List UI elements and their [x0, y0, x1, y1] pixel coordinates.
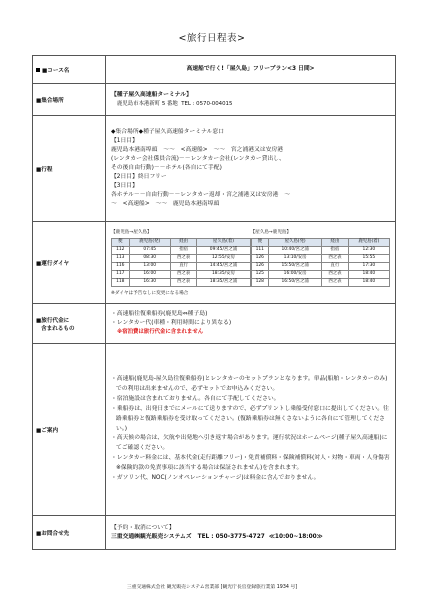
itinerary-table — [32, 55, 396, 550]
page-title: <旅行日程表> — [178, 33, 246, 44]
table-row — [251, 254, 390, 262]
inbound-cell: 125 — [251, 270, 269, 278]
timetable-outbound — [111, 229, 251, 286]
meeting-cell — [106, 84, 396, 116]
contact-line — [111, 533, 390, 542]
outbound-cell: 14:45/宮之浦 — [197, 262, 250, 270]
outbound-cell: 07:45 — [129, 246, 170, 254]
inbound-cell: 直行 — [322, 262, 349, 270]
table-row — [112, 262, 251, 270]
meeting-place-name: 【種子屋久高速船ターミナル】 — [111, 91, 192, 98]
meeting-label: ■集合場所 — [33, 84, 106, 116]
outbound-cell: 指宿 — [170, 246, 197, 254]
guide-item: ・乗船券は、出発日までにメールにて送りますので、必ずプリントし乗船受付窓口に提出してください。往路乗船券と復路乗船券を受け取ってください。(復路乗船券は無くさないように各自にて管理してください。) — [111, 405, 389, 432]
price-note: ※宿泊費は旅行代金に含まれません — [117, 329, 204, 336]
course-label-cell — [33, 56, 106, 84]
inbound-header: 経由 — [322, 238, 349, 246]
course-name: 高速船で行く!「屋久島」フリープラン<3 日間> — [106, 56, 396, 84]
inbound-cell: 12:30 — [348, 246, 389, 254]
course-row — [33, 56, 396, 84]
price-item: ・高速船往復乗船券(鹿児島⇔種子島) — [111, 311, 208, 318]
guide-item: ・宿泊施設は含まれておりません。各自にて手配してください。 — [111, 396, 280, 403]
price-cell — [106, 304, 396, 344]
itinerary-line: その後自由行動)－－ホテル(各自にて手配) — [111, 165, 222, 171]
outbound-cell: 18:35/宮之浦 — [197, 278, 250, 286]
timetable-row — [33, 222, 396, 304]
itinerary-row — [33, 116, 396, 222]
contact-cell — [106, 516, 396, 550]
guide-item: ・ガソリン代、NOC(ノンオペレーションチャージ)は料金に含んでおりません。 — [111, 474, 320, 481]
guide-row — [33, 344, 396, 516]
outbound-cell: 直行 — [170, 262, 197, 270]
inbound-cell: 18:40 — [348, 270, 389, 278]
outbound-header: 屋久島(着) — [197, 238, 250, 246]
guide-item: ・高天候の場合は、欠航や出発地へ引き返す場合があります。運行状況はホームページ(種子屋久高速船)にてご確認ください。 — [111, 435, 388, 452]
table-row — [112, 270, 251, 278]
table-row — [251, 246, 390, 254]
outbound-title: 【鹿児島→屋久島】 — [111, 230, 152, 236]
outbound-cell: 118 — [112, 278, 130, 286]
price-label-cell — [33, 304, 106, 344]
itinerary-cell — [106, 116, 396, 222]
contact-hours: ≪10:00~18:00≫ — [268, 533, 323, 540]
meeting-row — [33, 84, 396, 116]
itinerary-label: ■行程 — [33, 116, 106, 222]
inbound-cell: 17:30 — [348, 262, 389, 270]
outbound-cell: 113 — [112, 254, 130, 262]
inbound-cell: 128 — [251, 278, 269, 286]
inbound-cell: 126 — [251, 254, 269, 262]
itinerary-line: ～ <高速船> ～～ 鹿児島本港南埠頭 — [111, 200, 220, 207]
inbound-header: 便 — [251, 238, 269, 246]
timetable-cell — [106, 222, 396, 304]
price-item: ・レンタカー代(車種・利用時間により異なる) — [111, 320, 232, 327]
guide-item: ・レンタカー料金には、基本代金(走行距離フリー)・免責補償料・保険補償料(対人・対物・車両・人身傷害※保険約款の免責事項に該当する場合は保証されません)を含まれます。 — [111, 455, 390, 471]
inbound-cell: 15:55 — [348, 254, 389, 262]
contact-company: 三重交通㈱観光販売システムズ — [111, 533, 192, 540]
meeting-address: 鹿児島市本港新町 5 番地 — [117, 100, 178, 107]
inbound-cell: 126 — [251, 262, 269, 270]
itinerary-line: ◆集合場所◆種子屋久高速船ターミナル窓口 — [111, 129, 224, 136]
itinerary-line: 【2日目】終日フリー — [111, 173, 167, 180]
outbound-cell: 13:00 — [129, 262, 170, 270]
outbound-cell: 117 — [112, 270, 130, 278]
meeting-address-line — [111, 100, 390, 108]
inbound-cell: 16:50/宮之浦 — [269, 278, 322, 286]
outbound-cell: 西之表 — [170, 270, 197, 278]
inbound-cell: 16:00/安房 — [269, 270, 322, 278]
table-row — [251, 270, 390, 278]
meeting-tel: TEL : 0570-004015 — [181, 100, 233, 107]
outbound-cell: 西之表 — [170, 278, 197, 286]
outbound-cell: 116 — [112, 262, 130, 270]
table-row — [251, 262, 390, 270]
course-label: ■コース名 — [42, 67, 70, 74]
outbound-cell: 08:30 — [129, 254, 170, 262]
guide-label: ■ご案内 — [33, 344, 106, 516]
guide-item: ・高速船(鹿児島-屋久島往復乗船券)とレンタカーのセットプランとなります。単品(船舶・レンタカーのみ)での利用は出来ませんので、必ずセットでお申込みください。 — [111, 376, 388, 393]
itinerary-line: 各ホテル－－自由行動－－レンタカー返却・宮之浦港又は安房港 ～ — [111, 191, 291, 198]
inbound-cell: 指宿 — [322, 246, 349, 254]
table-row — [112, 246, 251, 254]
outbound-cell: 西之表 — [170, 254, 197, 262]
inbound-cell: 西之表 — [322, 270, 349, 278]
outbound-cell: 112 — [112, 246, 130, 254]
itinerary-line: 鹿児島本港南埠頭 ～～ <高速船> ～～ 宮之浦港又は安房港 — [111, 147, 284, 154]
table-row — [112, 278, 251, 286]
contact-row — [33, 516, 396, 550]
inbound-cell: 西之表 — [322, 254, 349, 262]
outbound-cell: 16:30 — [129, 278, 170, 286]
inbound-cell: 111 — [251, 246, 269, 254]
guide-cell — [106, 344, 396, 516]
price-row — [33, 304, 396, 344]
outbound-header: 便 — [112, 238, 130, 246]
inbound-cell: 15:50/宮之浦 — [269, 262, 322, 270]
outbound-header: 鹿児島(発) — [129, 238, 170, 246]
outbound-cell: 09:45/宮之浦 — [197, 246, 250, 254]
contact-label: ■お問合せ先 — [33, 516, 106, 550]
timetable-label: ■運行ダイヤ — [33, 222, 106, 304]
outbound-cell: 12:55/安房 — [197, 254, 250, 262]
outbound-cell: 16:00 — [129, 270, 170, 278]
itinerary-line: (レンタカー会社係員合流)－－レンタカー会社(レンタカー貸出し、 — [111, 156, 285, 163]
bullet-square-icon — [36, 68, 40, 72]
inbound-cell: 18:40 — [348, 278, 389, 286]
itinerary-line: 【3日目】 — [111, 182, 138, 189]
outbound-cell: 18:35/安房 — [197, 270, 250, 278]
table-row — [251, 278, 390, 286]
inbound-header: 屋久島(発) — [269, 238, 322, 246]
inbound-cell: 13:10/安房 — [269, 254, 322, 262]
contact-tel: TEL : 050-3775-4727 — [197, 533, 265, 540]
inbound-title: 【屋久島→鹿児島】 — [250, 230, 292, 236]
itinerary-line: 【1日目】 — [111, 138, 138, 145]
footer-note: 三重交通株式会社 観光販売システム営業部 [観光庁長官登録旅行業第 1934 号] — [126, 585, 298, 590]
table-row — [112, 254, 251, 262]
inbound-cell: 10:40/宮之浦 — [269, 246, 322, 254]
contact-heading: 【予約・取消について】 — [111, 524, 175, 531]
timetable-inbound — [251, 229, 391, 286]
outbound-header: 経由 — [170, 238, 197, 246]
timetable-note: ※ダイヤは予告なしに変更になる場合 — [111, 290, 189, 296]
price-label-line1: ■旅行代金に — [36, 317, 70, 324]
inbound-cell: 西之表 — [322, 278, 349, 286]
price-label-line2: 含まれるもの — [41, 325, 75, 332]
inbound-header: 鹿児島(着) — [348, 238, 389, 246]
